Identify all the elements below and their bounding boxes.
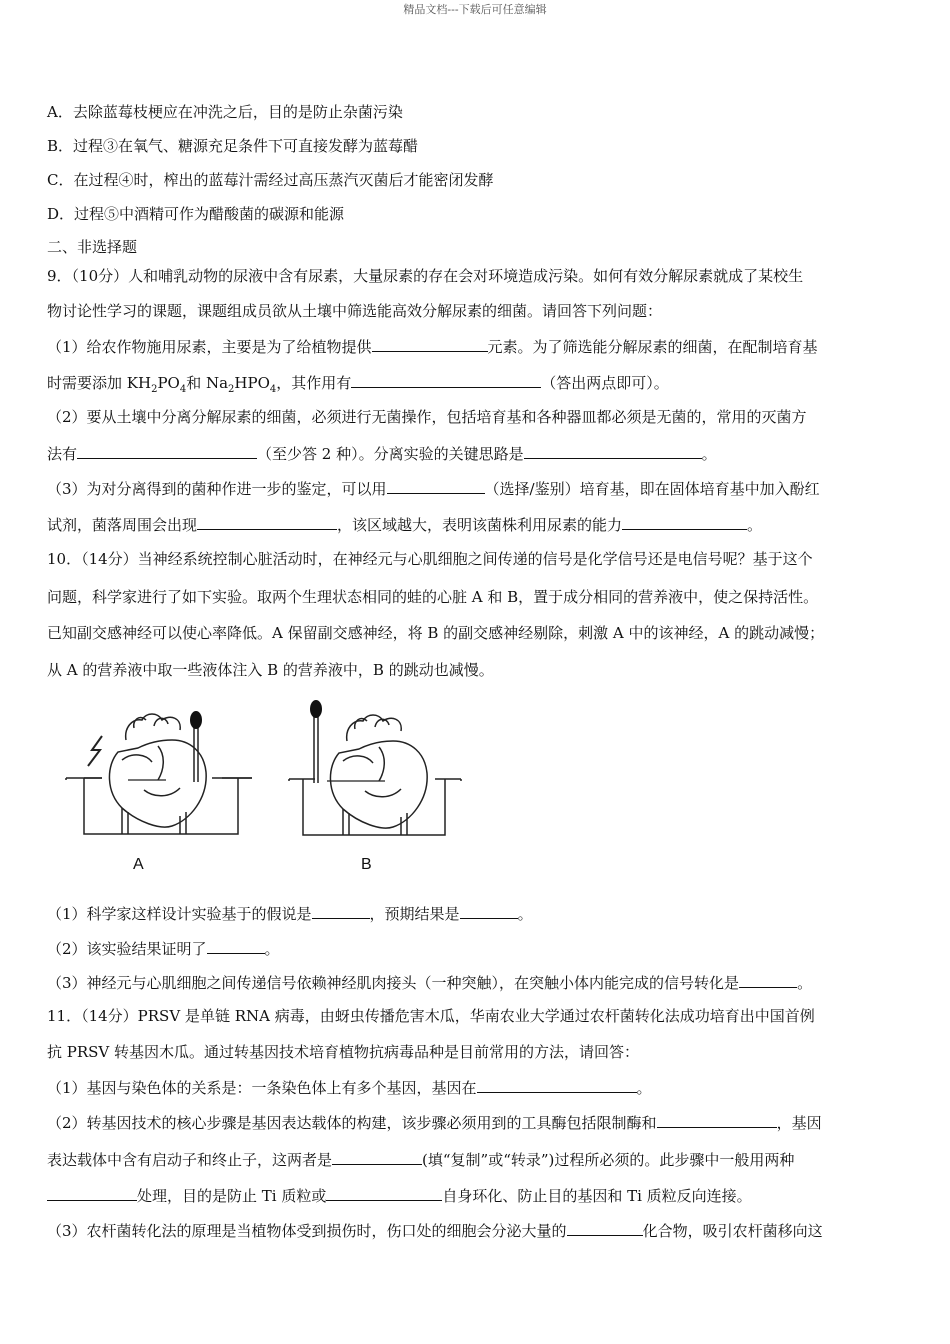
option-d: D．过程⑤中酒精可作为醋酸菌的碳源和能源: [47, 205, 345, 223]
answer-blank[interactable]: [326, 1185, 442, 1201]
answer-blank[interactable]: [77, 443, 257, 459]
answer-blank[interactable]: [657, 1112, 777, 1128]
answer-blank[interactable]: [372, 336, 488, 352]
answer-blank[interactable]: [524, 443, 702, 459]
q10-part3: （3）神经元与心肌细胞之间传递信号依赖神经肌肉接头（一种突触），在突触小体内能完成的信号转化是 。: [47, 974, 813, 992]
q11-part2-line2: 表达载体中含有启动子和终止子，这两者是 (填“复制”或“转录”)过程所必须的。此步骤中一般用两种: [47, 1151, 795, 1169]
q9-part1-line2: 时需要添加 $KH_2PO_4$和 $Na_2HPO_4$，其作用有 （答出两点即可）。: [47, 374, 669, 395]
page-header: 精品文档---下载后可任意编辑: [403, 3, 547, 16]
answer-blank[interactable]: [351, 372, 541, 388]
q9-part2-line1: （2）要从土壤中分离分解尿素的细菌，必须进行无菌操作，包括培育基和各种器皿都必须是无菌的，常用的灭菌方: [47, 408, 807, 426]
figure-label-a: A: [133, 856, 144, 873]
q11-part1: （1）基因与染色体的关系是：一条染色体上有多个基因，基因在 。: [47, 1079, 652, 1097]
q10-part2: （2）该实验结果证明了 。: [47, 940, 280, 958]
answer-blank[interactable]: [197, 514, 337, 530]
answer-blank[interactable]: [332, 1149, 422, 1165]
q11-part2-line1: （2）转基因技术的核心步骤是基因表达载体的构建，该步骤必须用到的工具酶包括限制酶和 ，基因: [47, 1114, 822, 1132]
q10-line2: 问题，科学家进行了如下实验。取两个生理状态相同的蛙的心脏 A 和 B，置于成分相同的营养液中，使之保持活性。: [47, 588, 819, 606]
q9-part3-line1: （3）为对分离得到的菌种作进一步的鉴定，可以用 （选择/鉴别）培育基，即在固体培育基中加入酚红: [47, 480, 820, 498]
answer-blank[interactable]: [739, 972, 797, 988]
answer-blank[interactable]: [460, 903, 518, 919]
answer-blank[interactable]: [477, 1077, 637, 1093]
q10-part1: （1）科学家这样设计实验基于的假说是 ，预期结果是 。: [47, 905, 533, 923]
answer-blank[interactable]: [622, 514, 747, 530]
section-title: 二、非选择题: [47, 238, 138, 256]
option-a: A．去除蓝莓枝梗应在冲洗之后，目的是防止杂菌污染: [47, 103, 403, 121]
q10-line4: 从 A 的营养液中取一些液体注入 B 的营养液中，B 的跳动也减慢。: [47, 661, 494, 679]
heart-figure-b: [285, 695, 465, 850]
q11-line2: 抗 PRSV 转基因木瓜。通过转基因技术培育植物抗病毒品种是目前常用的方法，请回答：: [47, 1043, 640, 1061]
answer-blank[interactable]: [567, 1220, 643, 1236]
q9-line2: 物讨论性学习的课题，课题组成员欲从土壤中筛选能高效分解尿素的细菌。请回答下列问题：: [47, 302, 663, 320]
q9-part1-line1: （1）给农作物施用尿素，主要是为了给植物提供 元素。为了筛选能分解尿素的细菌，在配制培育基: [47, 338, 818, 356]
answer-blank[interactable]: [47, 1185, 137, 1201]
option-b: B．过程③在氧气、糖源充足条件下可直接发酵为蓝莓醋: [47, 137, 419, 155]
answer-blank[interactable]: [207, 938, 265, 954]
q11-line1: 11．（14分）PRSV 是单链 RNA 病毒，由蚜虫传播危害木瓜，华南农业大学通过农杆菌转化法成功培育出中国首例: [47, 1007, 815, 1025]
q11-part3-line1: （3）农杆菌转化法的原理是当植物体受到损伤时，伤口处的细胞会分泌大量的 化合物，吸引农杆菌移向这: [47, 1222, 823, 1240]
answer-blank[interactable]: [387, 478, 485, 494]
q10-line3: 已知副交感神经可以使心率降低。A 保留副交感神经，将 B 的副交感神经剔除，刺激 A 中的该神经，A 的跳动减慢；: [47, 624, 825, 642]
q9-part3-line2: 试剂，菌落周围会出现 ，该区域越大，表明该菌株利用尿素的能力 。: [47, 516, 763, 534]
option-c: C．在过程④时，榨出的蓝莓汁需经过高压蒸汽灭菌后才能密闭发酵: [47, 171, 494, 189]
heart-figure-a: [62, 700, 252, 850]
q11-part2-line3: 处理，目的是防止 Ti 质粒或 自身环化、防止目的基因和 Ti 质粒反向连接。: [47, 1185, 752, 1206]
q9-part2-line2: 法有 （至少答 2 种）。分离实验的关键思路是 。: [47, 445, 717, 463]
q10-line1: 10．（14分）当神经系统控制心脏活动时，在神经元与心肌细胞之间传递的信号是化学信号还是电信号呢？基于这个: [47, 550, 813, 568]
q9-line1: 9．（10分）人和哺乳动物的尿液中含有尿素，大量尿素的存在会对环境造成污染。如何有效分解尿素就成了某校生: [47, 267, 804, 285]
figure-label-b: B: [361, 856, 372, 873]
answer-blank[interactable]: [312, 903, 370, 919]
